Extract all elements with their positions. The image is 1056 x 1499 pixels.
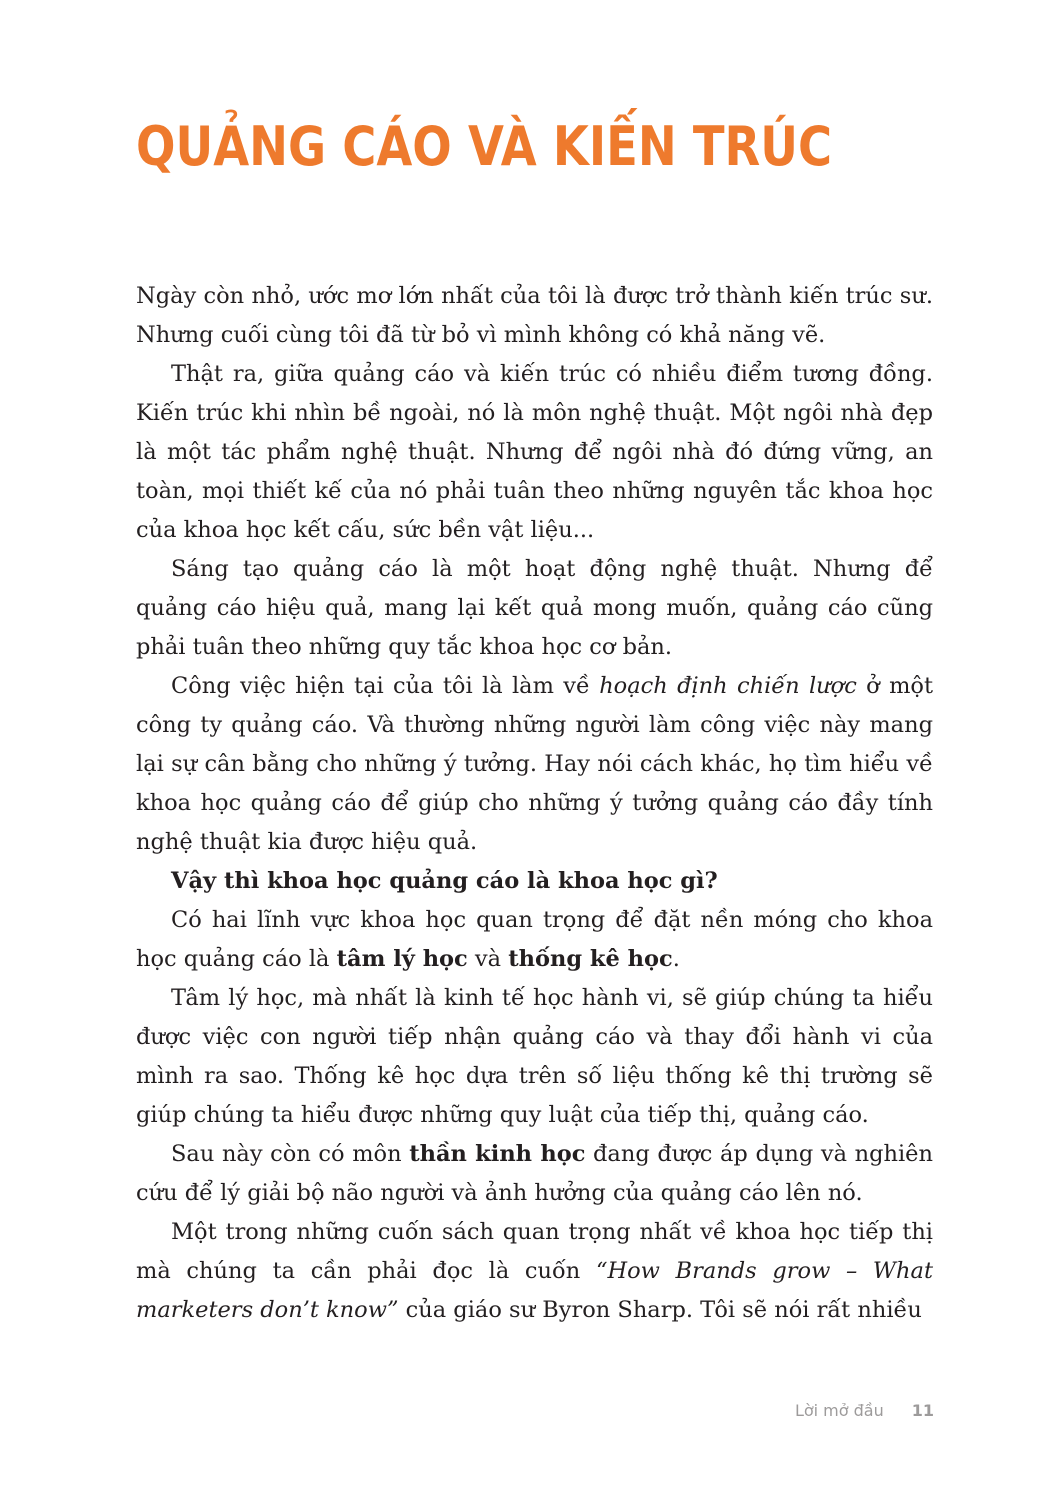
paragraph-8-text-a: Một trong những cuốn sách quan trọng nhất về khoa học tiếp thị mà chúng ta cần phải đọc là cuốn [136,1219,933,1284]
footer-section-title: Lời mở đầu [794,1401,884,1420]
paragraph-7-text-a: Sau này còn có môn [171,1141,410,1167]
term-statistics: thống kê học [508,946,673,972]
paragraph-5-text-a: Có hai lĩnh vực khoa học quan trọng để đặt nền móng cho khoa học quảng cáo là [136,907,933,972]
paragraph-7-text-b: đang được áp dụng và nghiên cứu để lý giải bộ não người và ảnh hưởng của quảng cáo lên nó. [136,1141,933,1206]
page-number: 11 [911,1401,934,1420]
chapter-title: QUẢNG CÁO VÀ KIẾN TRÚC [136,115,833,178]
paragraph-6: Tâm lý học, mà nhất là kinh tế học hành vi, sẽ giúp chúng ta hiểu được việc con người tiếp nhận quảng cáo và thay đổi hành vi của mình ra sao. Thống kê học dựa trên số liệu thống kê thị trường sẽ giúp chúng ta hiểu được những quy luật của tiếp thị, quảng cáo. [136,985,933,1128]
term-neuroscience: thần kinh học [409,1141,586,1167]
paragraph-4-text-a: Công việc hiện tại của tôi là làm về [171,673,600,699]
paragraph-8 [136,1213,933,1330]
paragraph-5-end: . [672,946,680,972]
paragraph-5-conjunction: và [467,946,509,972]
paragraph-2: Thật ra, giữa quảng cáo và kiến trúc có nhiều điểm tương đồng. Kiến trúc khi nhìn bề ngoài, nó là môn nghệ thuật. Một ngôi nhà đẹp là một tác phẩm nghệ thuật. Nhưng để ngôi nhà đó đứng vững, an toàn, mọi thiết kế của nó phải tuân theo những nguyên tắc khoa học của khoa học kết cấu, sức bền vật liệu... [136,361,933,543]
page-footer [795,1399,934,1423]
term-psychology: tâm lý học [336,946,468,972]
paragraph-1: Ngày còn nhỏ, ước mơ lớn nhất của tôi là được trở thành kiến trúc sư. Nhưng cuối cùng tôi đã từ bỏ vì mình không có khả năng vẽ. [136,283,933,348]
paragraph-4 [136,667,933,862]
paragraph-4-text-b: ở một công ty quảng cáo. Và thường những người làm công việc này mang lại sự cân bằng cho những ý tưởng. Hay nói cách khác, họ tìm hiểu về khoa học quảng cáo để giúp cho những ý tưởng quảng cáo đầy tính nghệ thuật kia được hiệu quả. [136,673,933,855]
book-title-citation: “How Brands grow – What marketers don’t know” [136,1258,933,1323]
question-heading: Vậy thì khoa học quảng cáo là khoa học gì? [171,868,718,894]
paragraph-8-text-b: của giáo sư Byron Sharp. Tôi sẽ nói rất nhiều [398,1297,922,1323]
paragraph-5 [136,901,933,979]
paragraph-3: Sáng tạo quảng cáo là một hoạt động nghệ thuật. Nhưng để quảng cáo hiệu quả, mang lại kết quả mong muốn, quảng cáo cũng phải tuân theo những quy tắc khoa học cơ bản. [136,556,933,660]
emphasis-strategy-planning: hoạch định chiến lược [599,673,857,699]
body-text [136,277,933,1330]
paragraph-7 [136,1135,933,1213]
